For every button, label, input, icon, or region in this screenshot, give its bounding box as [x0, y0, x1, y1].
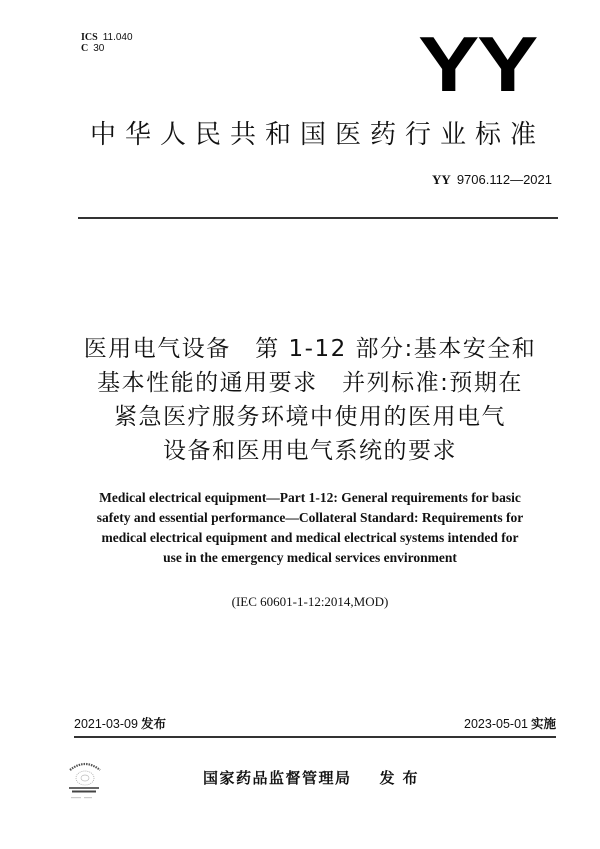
chinese-title: [40, 332, 580, 468]
english-title: [70, 488, 550, 568]
standard-code-number: 9706.112—2021: [456, 172, 552, 187]
organization-title: 中华人民共和国医药行业标准: [90, 120, 546, 150]
publisher: [203, 768, 426, 788]
publish-action: 发布: [379, 769, 426, 787]
publisher-name: 国家药品监督管理局: [203, 769, 352, 787]
top-divider: [78, 217, 558, 219]
issue-date-value: 2021-03-09: [74, 717, 138, 731]
implementation-date: [464, 716, 556, 732]
english-title-line: use in the emergency medical services environment: [163, 550, 457, 565]
adoption-reference: (IEC 60601-1-12:2014,MOD): [231, 594, 389, 609]
ics-value: 11.040: [102, 32, 133, 43]
issue-date: [74, 716, 166, 732]
issue-date-label: 发布: [140, 716, 166, 731]
bottom-divider: [74, 736, 556, 738]
ics-code: [81, 32, 133, 43]
ccs-label: C: [81, 43, 89, 54]
english-title-line: Medical electrical equipment—Part 1-12: General requirements for basic: [99, 490, 521, 505]
implementation-date-label: 实施: [530, 716, 556, 731]
chinese-title-line: 医用电气设备 第 1-12 部分:基本安全和: [83, 336, 537, 362]
english-title-line: medical electrical equipment and medical electrical systems intended for: [101, 530, 519, 545]
english-title-line: safety and essential performance—Collateral Standard: Requirements for: [96, 510, 524, 525]
ccs-code: [81, 43, 133, 54]
yy-logo: YY: [418, 20, 537, 108]
ics-label: ICS: [81, 32, 98, 43]
standard-code: [432, 172, 552, 188]
chinese-title-line: 紧急医疗服务环境中使用的医用电气: [114, 404, 506, 430]
watermark-stamp-icon: [66, 756, 104, 804]
implementation-date-value: 2023-05-01: [464, 717, 528, 731]
standard-code-prefix: YY: [432, 172, 451, 187]
chinese-title-line: 基本性能的通用要求 并列标准:预期在: [97, 370, 523, 396]
classification-codes: [81, 32, 133, 54]
chinese-title-line: 设备和医用电气系统的要求: [163, 438, 457, 464]
ccs-value: 30: [93, 43, 105, 54]
